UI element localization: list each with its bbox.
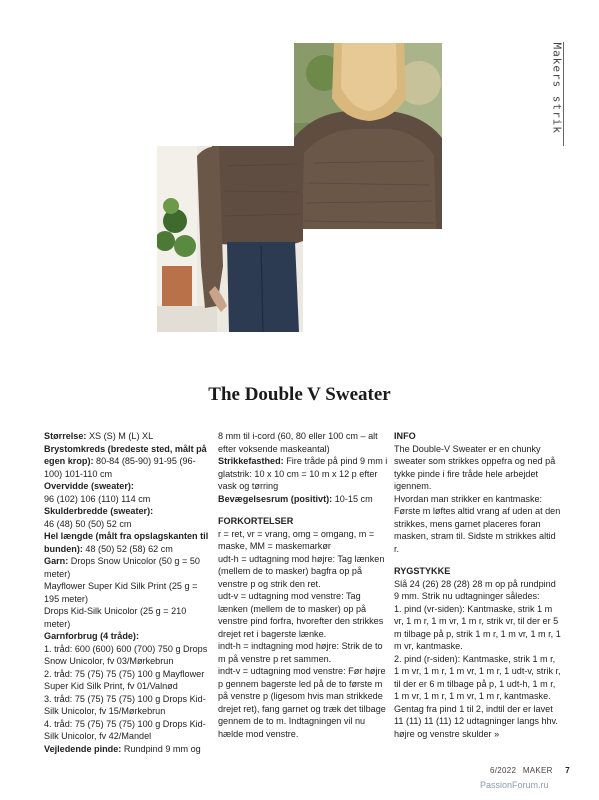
spec-line-label: Garnforbrug (4 tråde): bbox=[44, 631, 139, 641]
info-paragraph: Hvordan man strikker en kantmaske: Første m løftes altid vrang af uden at den strikkes, mens garnet placeres foran masken, stram til. Sidste m strikkes altid r. bbox=[394, 493, 561, 554]
article-title: The Double V Sweater bbox=[208, 384, 391, 405]
spec-line-value: 48 (50) 52 (58) 62 cm bbox=[82, 543, 173, 554]
spec-line-value: XS (S) M (L) XL bbox=[86, 431, 154, 441]
spec-line-label: Skulderbredde (sweater): bbox=[44, 506, 154, 516]
photo-side-view bbox=[157, 146, 303, 332]
spec-line-label: Garn: bbox=[44, 556, 69, 566]
info-paragraph: The Double-V Sweater er en chunky sweater som strikkes oppefra og ned på tykke pinde i fire tråde hele arbejdet igennem. bbox=[394, 443, 556, 491]
spec-line-label: Vejledende pinde: bbox=[44, 743, 122, 754]
page-footer bbox=[490, 766, 570, 775]
spec-line-value: Drops Kid-Silk Unicolor (25 g = 210 meter) bbox=[44, 606, 187, 629]
page-number: 7 bbox=[565, 766, 571, 775]
spec-line-value: 3. tråd: 75 (75) 75 (75) 100 g Drops Kid-Silk Unicolor, fv 15/Mørkebrun bbox=[44, 693, 206, 716]
abbreviation-line: indt-v = udtagning mod venstre: Før højre p gennem bagerste led på de to første m på venstre p (ligesom hvis man strikkede drejet ret), fang garnet og træk det tilbage gennem de to m. Indtagningen vil nu hælde mod venstre. bbox=[218, 666, 386, 739]
spec-line bbox=[44, 443, 212, 481]
section-label bbox=[549, 42, 564, 146]
spec-line bbox=[44, 643, 212, 668]
spec-line-value: 8 mm til i-cord (60, 80 eller 100 cm – alt efter voksende maskeantal) bbox=[218, 431, 378, 454]
photo-back-view bbox=[294, 43, 442, 229]
spec-line bbox=[44, 668, 212, 693]
spec-line-value: 10-15 cm bbox=[332, 493, 373, 504]
spec-line-value: 46 (48) 50 (50) 52 cm bbox=[44, 518, 132, 529]
issue-number: 6/2022 bbox=[490, 766, 517, 775]
spec-line bbox=[218, 493, 388, 506]
spec-line bbox=[44, 580, 212, 605]
spec-line bbox=[44, 693, 212, 718]
spec-line-label: Størrelse: bbox=[44, 431, 87, 441]
back-piece-heading: RYGSTYKKE bbox=[394, 566, 451, 576]
abbreviation-line: udt-v = udtagning mod venstre: Tag lænken (mellem de to masker) op på venstre pind forfra, hvorefter den strikkes drejet ret i bagerste lænke. bbox=[218, 591, 384, 639]
instructions-column bbox=[394, 430, 562, 740]
spec-line-label: Brystomkreds (bredeste sted, målt på egen krop): bbox=[44, 443, 207, 466]
spec-line bbox=[44, 530, 212, 555]
spec-line bbox=[218, 455, 388, 493]
abbreviations-heading: FORKORTELSER bbox=[218, 516, 294, 526]
spec-line-value: 2. tråd: 75 (75) 75 (75) 100 g Mayflower Super Kid Silk Print, fv 01/Valnød bbox=[44, 668, 205, 691]
spec-line-label: Strikkefasthed: bbox=[218, 456, 284, 466]
spec-line-value: Rundpind 9 mm og bbox=[121, 743, 201, 754]
spec-line-value: Mayflower Super Kid Silk Print (25 g = 195 meter) bbox=[44, 581, 198, 604]
spec-line bbox=[218, 430, 388, 455]
instruction-paragraph: 1. pind (vr-siden): Kantmaske, strik 1 m vr, 1 m r, 1 m vr, 1 m r, strik vr, til der er 5 m tilbage på p, strik 1 m r, 1 m vr, 1 m r, 1 m vr, kantmaske. bbox=[394, 603, 561, 651]
spec-line bbox=[44, 430, 212, 443]
spec-line bbox=[44, 605, 212, 630]
spec-line bbox=[44, 505, 212, 518]
abbreviation-line: r = ret, vr = vrang, omg = omgang, m = maske, MM = maskemarkør bbox=[218, 528, 375, 551]
abbreviation-line: indt-h = indtagning mod højre: Strik de to m på venstre p ret sammen. bbox=[218, 641, 383, 664]
spec-line-value: Fire tråde på pind 9 mm i glatstrik: 10 x 10 cm = 10 m x 12 p efter vask og tørring bbox=[218, 456, 388, 491]
instruction-paragraph: 2. pind (r-siden): Kantmaske, strik 1 m r, 1 m vr, 1 m r, 1 m vr, 1 m r, 1 udt-v, strik r, til der er 6 m tilbage på p, 1 udt-h, 1 m r, 1 m vr, 1 m r, 1 m vr, 1 m r, kantmaske. Gentag fra pind 1 til 2, indtil der er lavet 11 (11) 11 (11) 12 udtagninger langs hhv. højre og venstre skulder » bbox=[394, 653, 561, 739]
info-heading: INFO bbox=[394, 431, 416, 441]
watermark: PassionForum.ru bbox=[480, 780, 549, 790]
magazine-name: MAKER bbox=[522, 766, 553, 775]
spec-line bbox=[44, 630, 212, 643]
spec-line bbox=[44, 718, 212, 743]
spec-line-value: 96 (102) 106 (110) 114 cm bbox=[44, 493, 151, 504]
spec-line-value: Drops Snow Unicolor (50 g = 50 meter) bbox=[44, 556, 200, 579]
abbreviations-column bbox=[218, 430, 388, 740]
abbreviation-line: udt-h = udtagning mod højre: Tag lænken (mellem de to masker) bagfra op på venstre p og strik den ret. bbox=[218, 553, 385, 589]
instruction-paragraph: Slå 24 (26) 28 (28) 28 m op på rundpind 9 mm. Strik nu udtagninger således: bbox=[394, 578, 556, 601]
spec-line bbox=[44, 555, 212, 580]
spec-line bbox=[44, 743, 212, 756]
spec-line-value: 1. tråd: 600 (600) 600 (700) 750 g Drops Snow Unicolor, fv 03/Mørkebrun bbox=[44, 643, 208, 666]
spec-line bbox=[44, 493, 212, 506]
spec-line bbox=[44, 480, 212, 493]
spec-line-label: Bevægelsesrum (positivt): bbox=[218, 493, 333, 504]
section-label-text: Makers strik bbox=[550, 42, 564, 134]
spec-line-value: 80-84 (85-90) 91-95 (96-100) 101-110 cm bbox=[44, 456, 196, 479]
spec-line-label: Overvidde (sweater): bbox=[44, 481, 134, 491]
spec-line-value: 4. tråd: 75 (75) 75 (75) 100 g Drops Kid-Silk Unicolor, fv 42/Mandel bbox=[44, 718, 206, 741]
spec-line bbox=[44, 518, 212, 531]
specs-column bbox=[44, 430, 212, 755]
spec-line-label: Hel længde (målt fra opslagskanten til bunden): bbox=[44, 531, 209, 554]
